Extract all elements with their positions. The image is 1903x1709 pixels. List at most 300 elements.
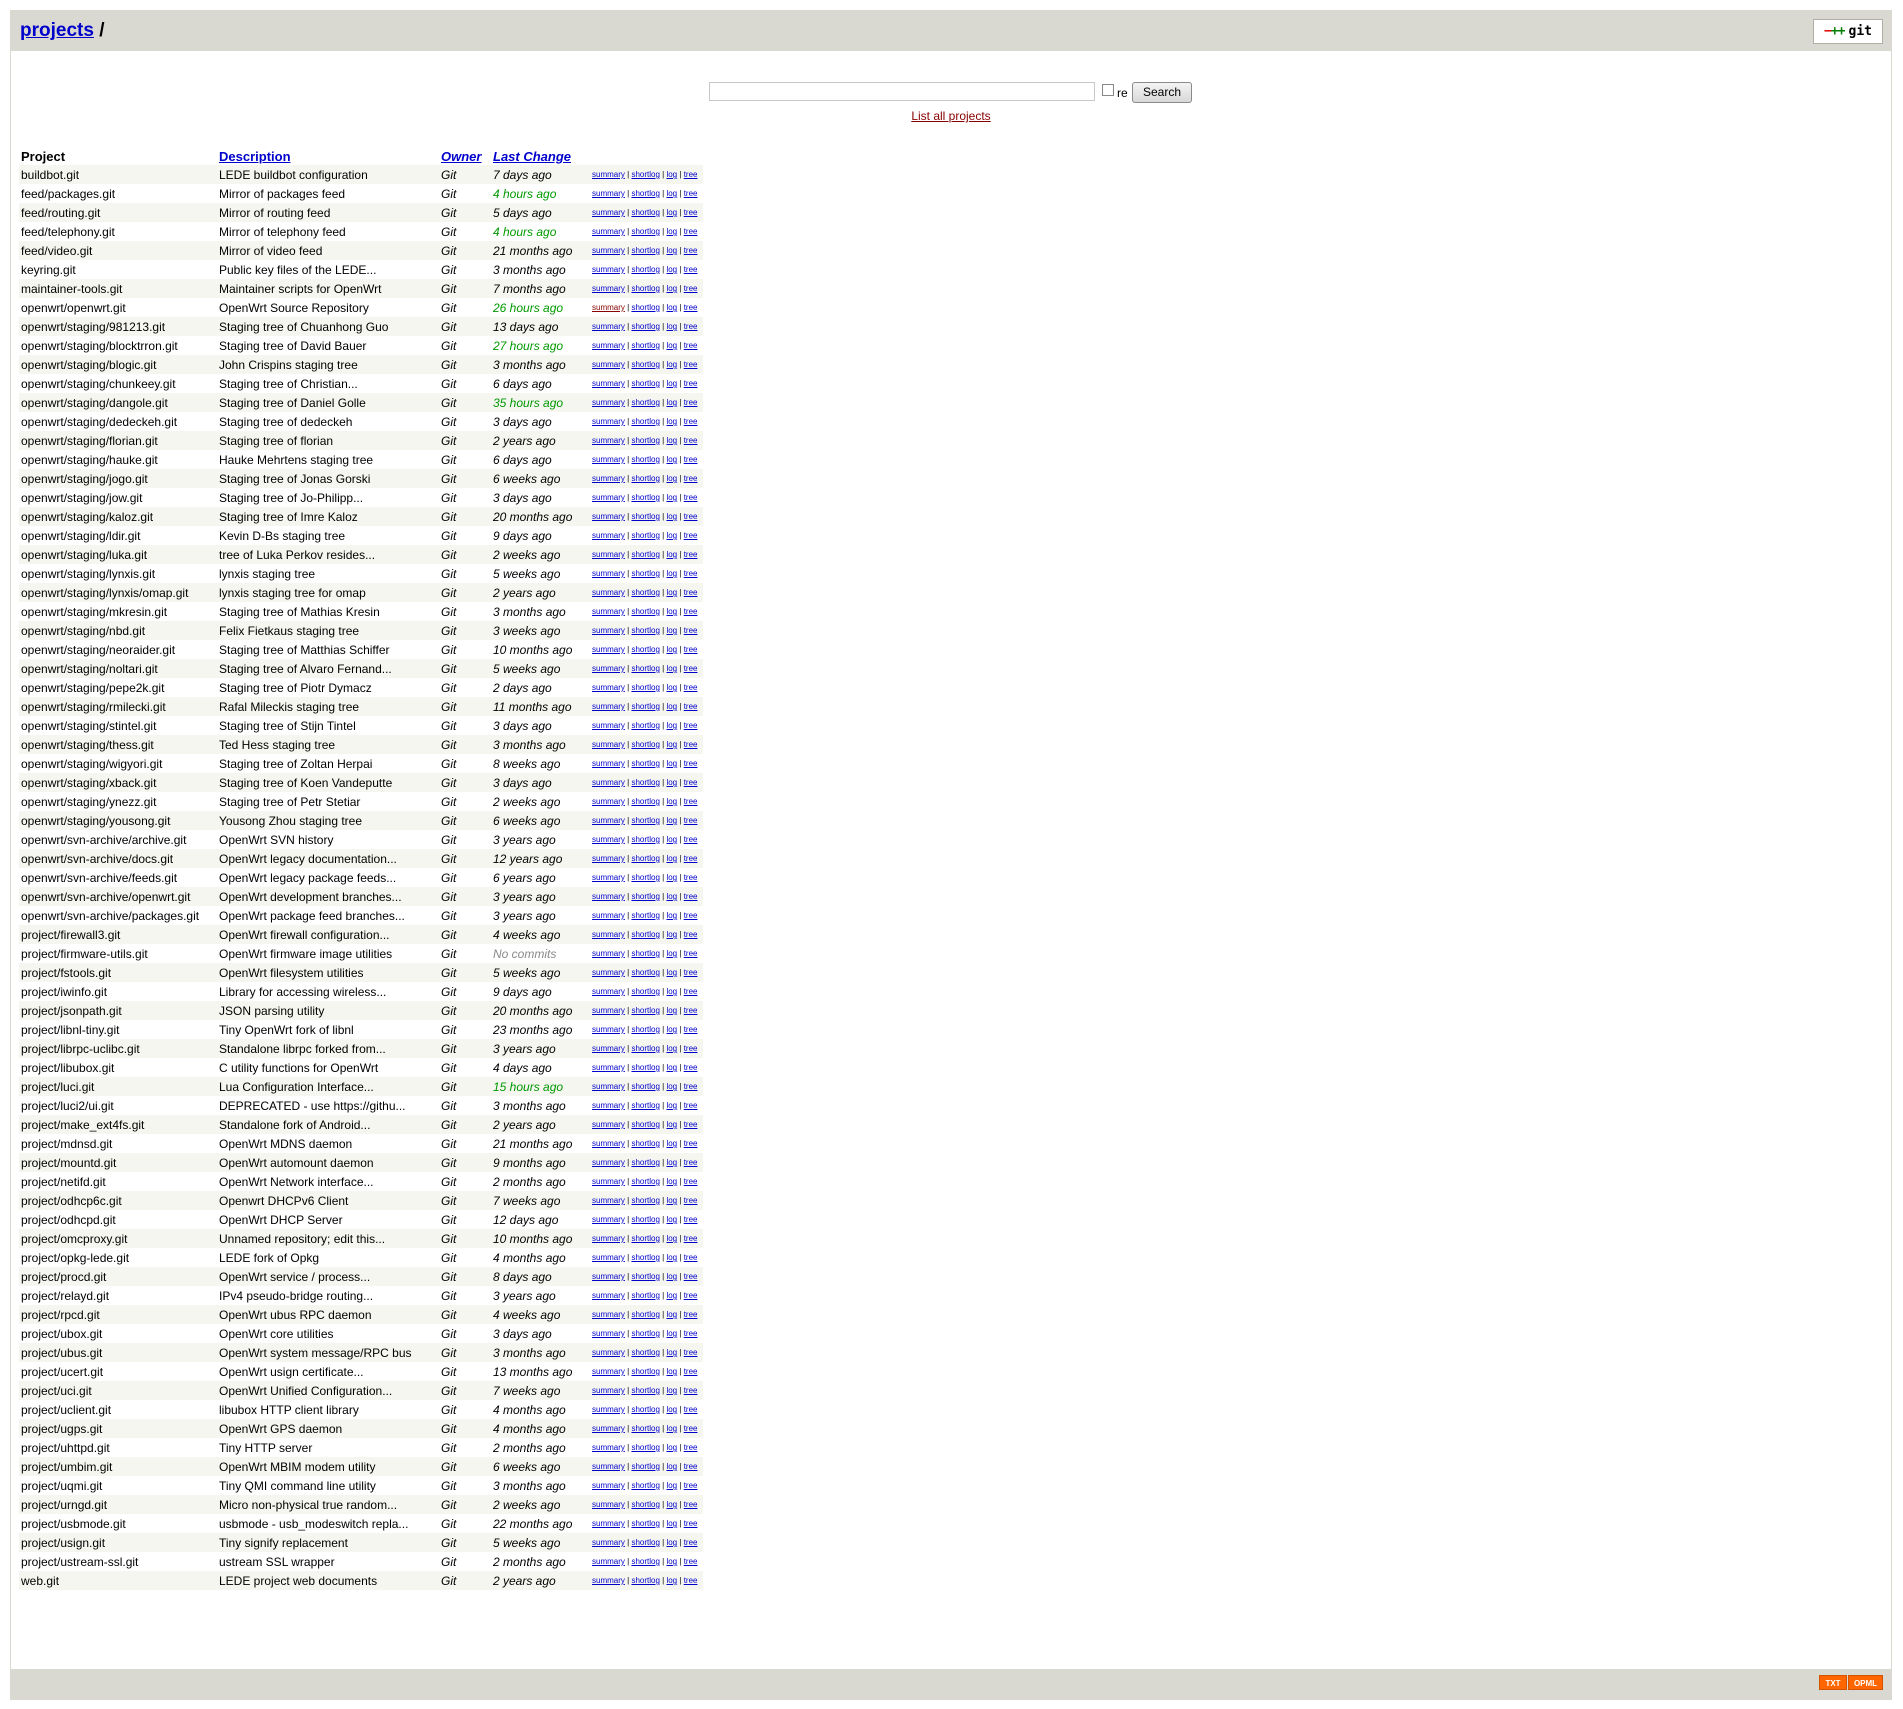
- project-description[interactable]: Staging tree of Imre Kaloz: [219, 507, 441, 526]
- project-description[interactable]: Mirror of routing feed: [219, 203, 441, 222]
- log-link[interactable]: log: [666, 569, 678, 578]
- tree-link[interactable]: tree: [683, 1253, 698, 1262]
- summary-link[interactable]: summary: [592, 550, 625, 559]
- summary-link[interactable]: summary: [592, 702, 625, 711]
- shortlog-link[interactable]: shortlog: [631, 170, 660, 179]
- tree-link[interactable]: tree: [683, 778, 698, 787]
- log-link[interactable]: log: [666, 1272, 678, 1281]
- project-description[interactable]: Maintainer scripts for OpenWrt: [219, 279, 441, 298]
- log-link[interactable]: log: [666, 778, 678, 787]
- tree-link[interactable]: tree: [683, 911, 698, 920]
- project-name[interactable]: project/luci.git: [19, 1077, 219, 1096]
- project-description[interactable]: Tiny HTTP server: [219, 1438, 441, 1457]
- summary-link[interactable]: summary: [592, 303, 625, 312]
- log-link[interactable]: log: [666, 1139, 678, 1148]
- tree-link[interactable]: tree: [683, 1348, 698, 1357]
- shortlog-link[interactable]: shortlog: [631, 1196, 660, 1205]
- project-description[interactable]: Openwrt DHCPv6 Client: [219, 1191, 441, 1210]
- project-description[interactable]: Staging tree of Chuanhong Guo: [219, 317, 441, 336]
- summary-link[interactable]: summary: [592, 854, 625, 863]
- shortlog-link[interactable]: shortlog: [631, 1405, 660, 1414]
- tree-link[interactable]: tree: [683, 1310, 698, 1319]
- log-link[interactable]: log: [666, 417, 678, 426]
- tree-link[interactable]: tree: [683, 322, 698, 331]
- log-link[interactable]: log: [666, 1215, 678, 1224]
- project-description[interactable]: Staging tree of Matthias Schiffer: [219, 640, 441, 659]
- tree-link[interactable]: tree: [683, 493, 698, 502]
- project-name[interactable]: project/relayd.git: [19, 1286, 219, 1305]
- shortlog-link[interactable]: shortlog: [631, 1481, 660, 1490]
- tree-link[interactable]: tree: [683, 1120, 698, 1129]
- project-name[interactable]: project/uci.git: [19, 1381, 219, 1400]
- project-name[interactable]: openwrt/staging/thess.git: [19, 735, 219, 754]
- shortlog-link[interactable]: shortlog: [631, 284, 660, 293]
- project-description[interactable]: Staging tree of dedeckeh: [219, 412, 441, 431]
- log-link[interactable]: log: [666, 702, 678, 711]
- summary-link[interactable]: summary: [592, 759, 625, 768]
- log-link[interactable]: log: [666, 626, 678, 635]
- search-input[interactable]: [709, 82, 1095, 101]
- project-name[interactable]: keyring.git: [19, 260, 219, 279]
- summary-link[interactable]: summary: [592, 1044, 625, 1053]
- project-description[interactable]: Unnamed repository; edit this...: [219, 1229, 441, 1248]
- summary-link[interactable]: summary: [592, 1158, 625, 1167]
- tree-link[interactable]: tree: [683, 1177, 698, 1186]
- project-description[interactable]: Hauke Mehrtens staging tree: [219, 450, 441, 469]
- shortlog-link[interactable]: shortlog: [631, 1063, 660, 1072]
- shortlog-link[interactable]: shortlog: [631, 360, 660, 369]
- summary-link[interactable]: summary: [592, 246, 625, 255]
- summary-link[interactable]: summary: [592, 607, 625, 616]
- search-button[interactable]: Search: [1132, 82, 1192, 103]
- project-name[interactable]: openwrt/staging/blogic.git: [19, 355, 219, 374]
- sort-last-change-link[interactable]: Last Change: [493, 149, 572, 164]
- project-name[interactable]: web.git: [19, 1571, 219, 1590]
- project-description[interactable]: Kevin D-Bs staging tree: [219, 526, 441, 545]
- log-link[interactable]: log: [666, 436, 678, 445]
- summary-link[interactable]: summary: [592, 1196, 625, 1205]
- log-link[interactable]: log: [666, 1405, 678, 1414]
- log-link[interactable]: log: [666, 1234, 678, 1243]
- project-description[interactable]: Staging tree of Mathias Kresin: [219, 602, 441, 621]
- project-description[interactable]: Felix Fietkaus staging tree: [219, 621, 441, 640]
- tree-link[interactable]: tree: [683, 398, 698, 407]
- project-description[interactable]: C utility functions for OpenWrt: [219, 1058, 441, 1077]
- project-name[interactable]: project/odhcp6c.git: [19, 1191, 219, 1210]
- project-description[interactable]: OpenWrt DHCP Server: [219, 1210, 441, 1229]
- shortlog-link[interactable]: shortlog: [631, 1462, 660, 1471]
- shortlog-link[interactable]: shortlog: [631, 835, 660, 844]
- project-description[interactable]: Staging tree of florian: [219, 431, 441, 450]
- log-link[interactable]: log: [666, 1367, 678, 1376]
- tree-link[interactable]: tree: [683, 873, 698, 882]
- tree-link[interactable]: tree: [683, 1101, 698, 1110]
- log-link[interactable]: log: [666, 303, 678, 312]
- project-description[interactable]: Mirror of packages feed: [219, 184, 441, 203]
- shortlog-link[interactable]: shortlog: [631, 1120, 660, 1129]
- tree-link[interactable]: tree: [683, 816, 698, 825]
- log-link[interactable]: log: [666, 170, 678, 179]
- list-all-projects-link[interactable]: List all projects: [911, 109, 991, 123]
- tree-link[interactable]: tree: [683, 645, 698, 654]
- tree-link[interactable]: tree: [683, 1082, 698, 1091]
- shortlog-link[interactable]: shortlog: [631, 1424, 660, 1433]
- shortlog-link[interactable]: shortlog: [631, 322, 660, 331]
- log-link[interactable]: log: [666, 1196, 678, 1205]
- shortlog-link[interactable]: shortlog: [631, 778, 660, 787]
- shortlog-link[interactable]: shortlog: [631, 740, 660, 749]
- shortlog-link[interactable]: shortlog: [631, 702, 660, 711]
- log-link[interactable]: log: [666, 759, 678, 768]
- shortlog-link[interactable]: shortlog: [631, 588, 660, 597]
- log-link[interactable]: log: [666, 1082, 678, 1091]
- shortlog-link[interactable]: shortlog: [631, 1082, 660, 1091]
- shortlog-link[interactable]: shortlog: [631, 455, 660, 464]
- project-name[interactable]: project/ustream-ssl.git: [19, 1552, 219, 1571]
- tree-link[interactable]: tree: [683, 797, 698, 806]
- summary-link[interactable]: summary: [592, 949, 625, 958]
- project-name[interactable]: project/firewall3.git: [19, 925, 219, 944]
- project-name[interactable]: project/odhcpd.git: [19, 1210, 219, 1229]
- tree-link[interactable]: tree: [683, 1329, 698, 1338]
- project-name[interactable]: openwrt/svn-archive/archive.git: [19, 830, 219, 849]
- shortlog-link[interactable]: shortlog: [631, 797, 660, 806]
- summary-link[interactable]: summary: [592, 1576, 625, 1585]
- project-description[interactable]: OpenWrt filesystem utilities: [219, 963, 441, 982]
- summary-link[interactable]: summary: [592, 1253, 625, 1262]
- log-link[interactable]: log: [666, 1481, 678, 1490]
- project-name[interactable]: project/fstools.git: [19, 963, 219, 982]
- summary-link[interactable]: summary: [592, 1006, 625, 1015]
- summary-link[interactable]: summary: [592, 1329, 625, 1338]
- project-name[interactable]: openwrt/staging/blocktrron.git: [19, 336, 219, 355]
- log-link[interactable]: log: [666, 987, 678, 996]
- project-name[interactable]: openwrt/staging/dangole.git: [19, 393, 219, 412]
- log-link[interactable]: log: [666, 1424, 678, 1433]
- summary-link[interactable]: summary: [592, 1443, 625, 1452]
- log-link[interactable]: log: [666, 588, 678, 597]
- summary-link[interactable]: summary: [592, 569, 625, 578]
- shortlog-link[interactable]: shortlog: [631, 1272, 660, 1281]
- shortlog-link[interactable]: shortlog: [631, 1576, 660, 1585]
- shortlog-link[interactable]: shortlog: [631, 1139, 660, 1148]
- log-link[interactable]: log: [666, 1025, 678, 1034]
- summary-link[interactable]: summary: [592, 360, 625, 369]
- tree-link[interactable]: tree: [683, 550, 698, 559]
- project-description[interactable]: JSON parsing utility: [219, 1001, 441, 1020]
- project-name[interactable]: project/netifd.git: [19, 1172, 219, 1191]
- project-description[interactable]: Staging tree of Christian...: [219, 374, 441, 393]
- tree-link[interactable]: tree: [683, 626, 698, 635]
- summary-link[interactable]: summary: [592, 1272, 625, 1281]
- shortlog-link[interactable]: shortlog: [631, 816, 660, 825]
- summary-link[interactable]: summary: [592, 1538, 625, 1547]
- tree-link[interactable]: tree: [683, 1424, 698, 1433]
- summary-link[interactable]: summary: [592, 626, 625, 635]
- summary-link[interactable]: summary: [592, 797, 625, 806]
- shortlog-link[interactable]: shortlog: [631, 417, 660, 426]
- shortlog-link[interactable]: shortlog: [631, 1348, 660, 1357]
- tree-link[interactable]: tree: [683, 1367, 698, 1376]
- summary-link[interactable]: summary: [592, 1462, 625, 1471]
- summary-link[interactable]: summary: [592, 816, 625, 825]
- project-description[interactable]: Staging tree of Koen Vandeputte: [219, 773, 441, 792]
- shortlog-link[interactable]: shortlog: [631, 892, 660, 901]
- tree-link[interactable]: tree: [683, 607, 698, 616]
- summary-link[interactable]: summary: [592, 645, 625, 654]
- log-link[interactable]: log: [666, 816, 678, 825]
- project-name[interactable]: feed/video.git: [19, 241, 219, 260]
- shortlog-link[interactable]: shortlog: [631, 1500, 660, 1509]
- log-link[interactable]: log: [666, 740, 678, 749]
- project-description[interactable]: Staging tree of Stijn Tintel: [219, 716, 441, 735]
- shortlog-link[interactable]: shortlog: [631, 1329, 660, 1338]
- shortlog-link[interactable]: shortlog: [631, 968, 660, 977]
- shortlog-link[interactable]: shortlog: [631, 683, 660, 692]
- summary-link[interactable]: summary: [592, 930, 625, 939]
- log-link[interactable]: log: [666, 645, 678, 654]
- tree-link[interactable]: tree: [683, 854, 698, 863]
- tree-link[interactable]: tree: [683, 303, 698, 312]
- tree-link[interactable]: tree: [683, 949, 698, 958]
- log-link[interactable]: log: [666, 474, 678, 483]
- log-link[interactable]: log: [666, 1291, 678, 1300]
- project-description[interactable]: Tiny QMI command line utility: [219, 1476, 441, 1495]
- tree-link[interactable]: tree: [683, 189, 698, 198]
- project-description[interactable]: John Crispins staging tree: [219, 355, 441, 374]
- summary-link[interactable]: summary: [592, 417, 625, 426]
- project-name[interactable]: project/usbmode.git: [19, 1514, 219, 1533]
- summary-link[interactable]: summary: [592, 322, 625, 331]
- project-name[interactable]: feed/telephony.git: [19, 222, 219, 241]
- project-name[interactable]: openwrt/staging/ldir.git: [19, 526, 219, 545]
- tree-link[interactable]: tree: [683, 683, 698, 692]
- summary-link[interactable]: summary: [592, 835, 625, 844]
- tree-link[interactable]: tree: [683, 1481, 698, 1490]
- summary-link[interactable]: summary: [592, 1500, 625, 1509]
- summary-link[interactable]: summary: [592, 493, 625, 502]
- project-description[interactable]: Micro non-physical true random...: [219, 1495, 441, 1514]
- sort-description-link[interactable]: Description: [219, 149, 291, 164]
- summary-link[interactable]: summary: [592, 1367, 625, 1376]
- shortlog-link[interactable]: shortlog: [631, 569, 660, 578]
- log-link[interactable]: log: [666, 664, 678, 673]
- project-description[interactable]: OpenWrt package feed branches...: [219, 906, 441, 925]
- project-name[interactable]: project/ucert.git: [19, 1362, 219, 1381]
- summary-link[interactable]: summary: [592, 683, 625, 692]
- summary-link[interactable]: summary: [592, 1291, 625, 1300]
- project-description[interactable]: Staging tree of Jonas Gorski: [219, 469, 441, 488]
- log-link[interactable]: log: [666, 1386, 678, 1395]
- summary-link[interactable]: summary: [592, 189, 625, 198]
- project-description[interactable]: LEDE project web documents: [219, 1571, 441, 1590]
- project-name[interactable]: project/uqmi.git: [19, 1476, 219, 1495]
- tree-link[interactable]: tree: [683, 1196, 698, 1205]
- shortlog-link[interactable]: shortlog: [631, 1158, 660, 1167]
- project-description[interactable]: Library for accessing wireless...: [219, 982, 441, 1001]
- project-description[interactable]: Staging tree of David Bauer: [219, 336, 441, 355]
- summary-link[interactable]: summary: [592, 379, 625, 388]
- shortlog-link[interactable]: shortlog: [631, 1386, 660, 1395]
- project-name[interactable]: project/mountd.git: [19, 1153, 219, 1172]
- project-description[interactable]: OpenWrt MBIM modem utility: [219, 1457, 441, 1476]
- tree-link[interactable]: tree: [683, 588, 698, 597]
- summary-link[interactable]: summary: [592, 1348, 625, 1357]
- summary-link[interactable]: summary: [592, 1386, 625, 1395]
- shortlog-link[interactable]: shortlog: [631, 1215, 660, 1224]
- tree-link[interactable]: tree: [683, 1006, 698, 1015]
- summary-link[interactable]: summary: [592, 170, 625, 179]
- tree-link[interactable]: tree: [683, 1405, 698, 1414]
- summary-link[interactable]: summary: [592, 1405, 625, 1414]
- shortlog-link[interactable]: shortlog: [631, 398, 660, 407]
- project-name[interactable]: openwrt/staging/noltari.git: [19, 659, 219, 678]
- summary-link[interactable]: summary: [592, 1082, 625, 1091]
- project-name[interactable]: openwrt/svn-archive/docs.git: [19, 849, 219, 868]
- tree-link[interactable]: tree: [683, 1158, 698, 1167]
- log-link[interactable]: log: [666, 227, 678, 236]
- project-description[interactable]: OpenWrt firewall configuration...: [219, 925, 441, 944]
- summary-link[interactable]: summary: [592, 531, 625, 540]
- project-description[interactable]: Public key files of the LEDE...: [219, 260, 441, 279]
- project-description[interactable]: Standalone fork of Android...: [219, 1115, 441, 1134]
- log-link[interactable]: log: [666, 208, 678, 217]
- project-description[interactable]: OpenWrt core utilities: [219, 1324, 441, 1343]
- project-name[interactable]: openwrt/staging/lynxis.git: [19, 564, 219, 583]
- project-name[interactable]: openwrt/staging/rmilecki.git: [19, 697, 219, 716]
- project-name[interactable]: project/librpc-uclibc.git: [19, 1039, 219, 1058]
- tree-link[interactable]: tree: [683, 702, 698, 711]
- project-description[interactable]: OpenWrt SVN history: [219, 830, 441, 849]
- log-link[interactable]: log: [666, 873, 678, 882]
- shortlog-link[interactable]: shortlog: [631, 911, 660, 920]
- log-link[interactable]: log: [666, 531, 678, 540]
- summary-link[interactable]: summary: [592, 1025, 625, 1034]
- log-link[interactable]: log: [666, 1006, 678, 1015]
- shortlog-link[interactable]: shortlog: [631, 1177, 660, 1186]
- project-name[interactable]: openwrt/staging/neoraider.git: [19, 640, 219, 659]
- project-name[interactable]: project/umbim.git: [19, 1457, 219, 1476]
- shortlog-link[interactable]: shortlog: [631, 379, 660, 388]
- tree-link[interactable]: tree: [683, 892, 698, 901]
- tree-link[interactable]: tree: [683, 227, 698, 236]
- log-link[interactable]: log: [666, 930, 678, 939]
- tree-link[interactable]: tree: [683, 1215, 698, 1224]
- tree-link[interactable]: tree: [683, 1234, 698, 1243]
- project-description[interactable]: OpenWrt usign certificate...: [219, 1362, 441, 1381]
- log-link[interactable]: log: [666, 1101, 678, 1110]
- tree-link[interactable]: tree: [683, 1519, 698, 1528]
- log-link[interactable]: log: [666, 1329, 678, 1338]
- log-link[interactable]: log: [666, 512, 678, 521]
- project-name[interactable]: maintainer-tools.git: [19, 279, 219, 298]
- log-link[interactable]: log: [666, 1576, 678, 1585]
- shortlog-link[interactable]: shortlog: [631, 626, 660, 635]
- project-name[interactable]: project/mdnsd.git: [19, 1134, 219, 1153]
- txt-feed-button[interactable]: TXT: [1819, 1675, 1847, 1690]
- log-link[interactable]: log: [666, 911, 678, 920]
- project-name[interactable]: project/urngd.git: [19, 1495, 219, 1514]
- tree-link[interactable]: tree: [683, 170, 698, 179]
- tree-link[interactable]: tree: [683, 1063, 698, 1072]
- log-link[interactable]: log: [666, 455, 678, 464]
- log-link[interactable]: log: [666, 1158, 678, 1167]
- shortlog-link[interactable]: shortlog: [631, 1557, 660, 1566]
- summary-link[interactable]: summary: [592, 284, 625, 293]
- project-description[interactable]: OpenWrt GPS daemon: [219, 1419, 441, 1438]
- project-description[interactable]: OpenWrt service / process...: [219, 1267, 441, 1286]
- tree-link[interactable]: tree: [683, 1272, 698, 1281]
- shortlog-link[interactable]: shortlog: [631, 949, 660, 958]
- shortlog-link[interactable]: shortlog: [631, 1367, 660, 1376]
- log-link[interactable]: log: [666, 1557, 678, 1566]
- project-name[interactable]: openwrt/staging/pepe2k.git: [19, 678, 219, 697]
- log-link[interactable]: log: [666, 379, 678, 388]
- project-name[interactable]: openwrt/staging/stintel.git: [19, 716, 219, 735]
- git-logo[interactable]: [1813, 19, 1883, 44]
- log-link[interactable]: log: [666, 968, 678, 977]
- project-name[interactable]: project/libubox.git: [19, 1058, 219, 1077]
- project-description[interactable]: Staging tree of Alvaro Fernand...: [219, 659, 441, 678]
- project-name[interactable]: openwrt/staging/jogo.git: [19, 469, 219, 488]
- project-description[interactable]: Ted Hess staging tree: [219, 735, 441, 754]
- project-name[interactable]: project/ubus.git: [19, 1343, 219, 1362]
- project-description[interactable]: LEDE buildbot configuration: [219, 165, 441, 184]
- project-name[interactable]: openwrt/staging/ynezz.git: [19, 792, 219, 811]
- projects-link[interactable]: projects: [20, 20, 94, 41]
- project-description[interactable]: OpenWrt Network interface...: [219, 1172, 441, 1191]
- log-link[interactable]: log: [666, 493, 678, 502]
- tree-link[interactable]: tree: [683, 569, 698, 578]
- project-name[interactable]: openwrt/staging/hauke.git: [19, 450, 219, 469]
- tree-link[interactable]: tree: [683, 1500, 698, 1509]
- tree-link[interactable]: tree: [683, 1576, 698, 1585]
- project-name[interactable]: buildbot.git: [19, 165, 219, 184]
- summary-link[interactable]: summary: [592, 1234, 625, 1243]
- project-description[interactable]: Staging tree of Piotr Dymacz: [219, 678, 441, 697]
- log-link[interactable]: log: [666, 284, 678, 293]
- log-link[interactable]: log: [666, 607, 678, 616]
- shortlog-link[interactable]: shortlog: [631, 645, 660, 654]
- summary-link[interactable]: summary: [592, 778, 625, 787]
- tree-link[interactable]: tree: [683, 1291, 698, 1300]
- tree-link[interactable]: tree: [683, 417, 698, 426]
- tree-link[interactable]: tree: [683, 360, 698, 369]
- shortlog-link[interactable]: shortlog: [631, 987, 660, 996]
- project-name[interactable]: openwrt/staging/mkresin.git: [19, 602, 219, 621]
- project-name[interactable]: feed/routing.git: [19, 203, 219, 222]
- project-description[interactable]: OpenWrt Unified Configuration...: [219, 1381, 441, 1400]
- shortlog-link[interactable]: shortlog: [631, 265, 660, 274]
- project-description[interactable]: tree of Luka Perkov resides...: [219, 545, 441, 564]
- log-link[interactable]: log: [666, 892, 678, 901]
- summary-link[interactable]: summary: [592, 664, 625, 673]
- shortlog-link[interactable]: shortlog: [631, 1291, 660, 1300]
- project-name[interactable]: openwrt/staging/dedeckeh.git: [19, 412, 219, 431]
- shortlog-link[interactable]: shortlog: [631, 664, 660, 673]
- project-name[interactable]: openwrt/svn-archive/openwrt.git: [19, 887, 219, 906]
- project-description[interactable]: ustream SSL wrapper: [219, 1552, 441, 1571]
- tree-link[interactable]: tree: [683, 740, 698, 749]
- project-name[interactable]: project/rpcd.git: [19, 1305, 219, 1324]
- opml-feed-button[interactable]: OPML: [1848, 1675, 1883, 1690]
- log-link[interactable]: log: [666, 1519, 678, 1528]
- tree-link[interactable]: tree: [683, 987, 698, 996]
- shortlog-link[interactable]: shortlog: [631, 607, 660, 616]
- project-description[interactable]: OpenWrt automount daemon: [219, 1153, 441, 1172]
- shortlog-link[interactable]: shortlog: [631, 474, 660, 483]
- project-description[interactable]: OpenWrt MDNS daemon: [219, 1134, 441, 1153]
